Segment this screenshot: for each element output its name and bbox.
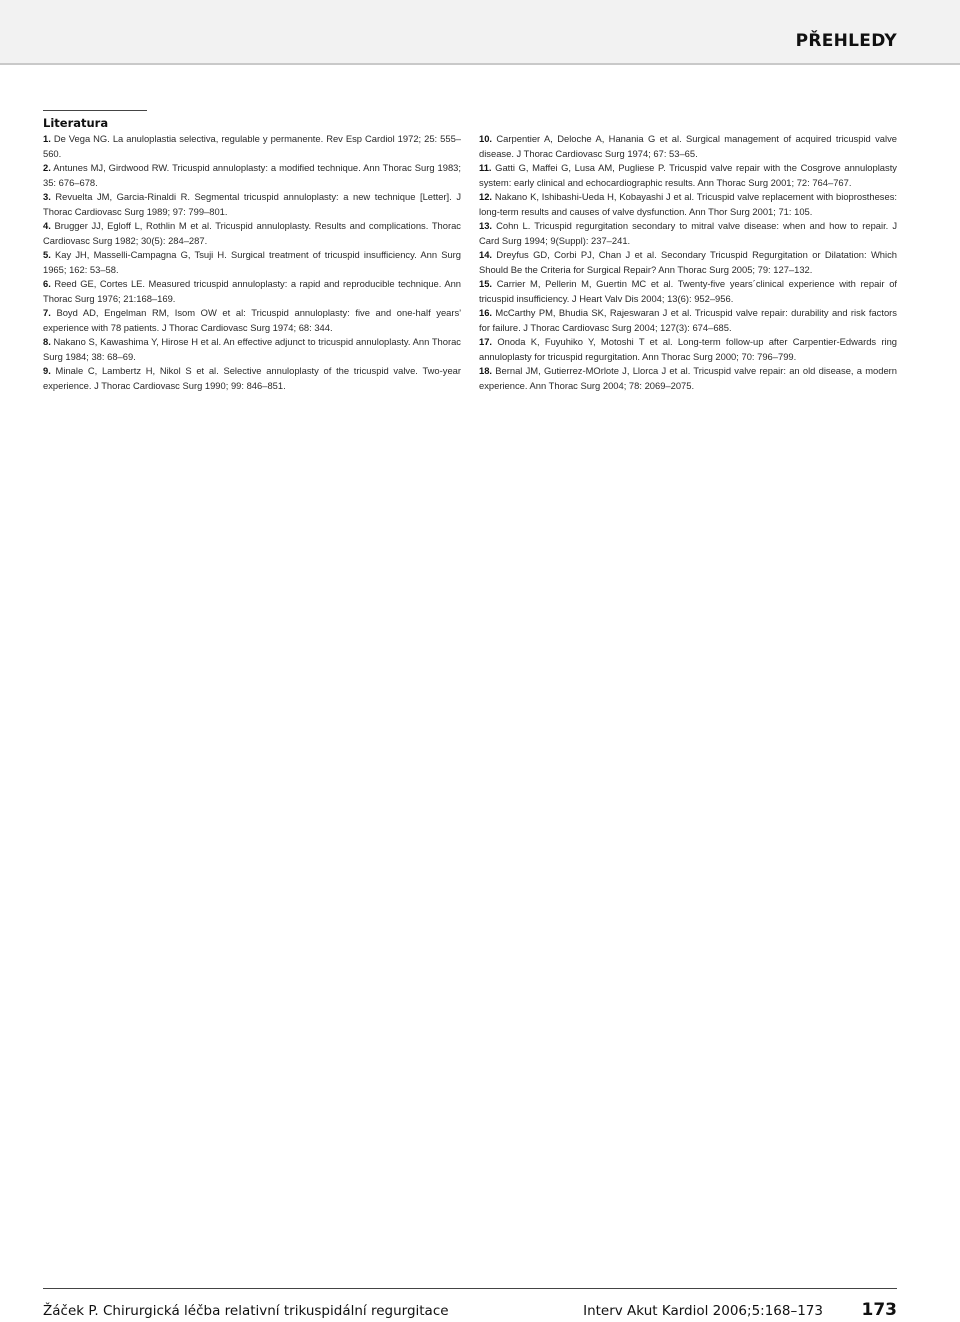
reference-text: Boyd AD, Engelman RM, Isom OW et al: Tricuspid annuloplasty: five and one-half years' experience with 78 patients. J Thorac Cardiovasc Surg 1974; 68: 344. bbox=[43, 307, 461, 333]
reference-number: 7. bbox=[43, 307, 51, 318]
reference-number: 2. bbox=[43, 162, 51, 173]
reference-item bbox=[43, 190, 461, 219]
reference-text: Cohn L. Tricuspid regurgitation secondary to mitral valve disease: when and how to repair. J Card Surg 1994; 9(Suppl): 237–241. bbox=[479, 220, 898, 246]
reference-item bbox=[43, 364, 461, 393]
reference-number: 14. bbox=[479, 249, 493, 260]
reference-item bbox=[43, 306, 461, 335]
section-title: PŘEHLEDY bbox=[795, 31, 897, 51]
reference-text: Kay JH, Masselli-Campagna G, Tsuji H. Surgical treatment of tricuspid insufficiency. Ann Surg 1965; 162: 53–58. bbox=[43, 249, 462, 275]
reference-text: Bernal JM, Gutierrez-MOrlote J, Llorca J et al. Tricuspid valve repair: an old disease, a modern experience. Ann Thorac Surg 2004; 78: 2069–2075. bbox=[479, 365, 897, 391]
reference-text: Dreyfus GD, Corbi PJ, Chan J et al. Secondary Tricuspid Regurgitation or Dilatation: Which Should Be the Criteria for Surgical Repair? Ann Thorac Surg 2005; 79: 127–132. bbox=[479, 249, 898, 275]
reference-item bbox=[43, 132, 461, 161]
reference-number: 18. bbox=[479, 365, 493, 376]
reference-text: Carpentier A, Deloche A, Hanania G et al. Surgical management of acquired tricuspid valve disease. J Thorac Cardiovasc Surg 1974; 67: 53–65. bbox=[479, 133, 897, 159]
reference-text: Nakano S, Kawashima Y, Hirose H et al. An effective adjunct to tricuspid annuloplasty. Ann Thorac Surg 1984; 38: 68–69. bbox=[43, 336, 461, 362]
reference-number: 3. bbox=[43, 191, 51, 202]
reference-text: Brugger JJ, Egloff L, Rothlin M et al. Tricuspid annuloplasty. Results and complications. Thorac Cardiovasc Surg 1982; 30(5): 284–287. bbox=[43, 220, 461, 246]
reference-item bbox=[479, 161, 897, 190]
reference-item bbox=[479, 277, 897, 306]
reference-number: 6. bbox=[43, 278, 51, 289]
reference-number: 8. bbox=[43, 336, 51, 347]
reference-number: 12. bbox=[479, 191, 493, 202]
reference-item bbox=[479, 248, 897, 277]
reference-item bbox=[479, 219, 897, 248]
reference-item bbox=[43, 335, 461, 364]
reference-text: Nakano K, Ishibashi-Ueda H, Kobayashi J et al. Tricuspid valve replacement with bioprostheses: long-term results and causes of valve dysfunction. Ann Thor Surg 2001; 71: 105. bbox=[479, 191, 897, 217]
reference-text: Onoda K, Fuyuhiko Y, Motoshi T et al. Long-term follow-up after Carpentier-Edwards ring annuloplasty for tricuspid regurgitation. Ann Thorac Surg 2000; 70: 796–799. bbox=[479, 336, 897, 362]
reference-number: 9. bbox=[43, 365, 51, 376]
reference-item bbox=[43, 219, 461, 248]
reference-number: 15. bbox=[479, 278, 493, 289]
reference-item bbox=[43, 161, 461, 190]
reference-text: Revuelta JM, Garcia-Rinaldi R. Segmental tricuspid annuloplasty: a new technique [Letter]. J Thorac Cardiovasc Surg 1989; 97: 799–801. bbox=[43, 191, 462, 217]
references-right-column bbox=[479, 132, 897, 393]
reference-item bbox=[43, 277, 461, 306]
reference-number: 13. bbox=[479, 220, 493, 231]
reference-text: Antunes MJ, Girdwood RW. Tricuspid annuloplasty: a modified technique. Ann Thorac Surg 1983; 35: 676–678. bbox=[43, 162, 461, 188]
header-band bbox=[0, 0, 960, 65]
reference-number: 16. bbox=[479, 307, 493, 318]
footer-article-title: Žáček P. Chirurgická léčba relativní trikuspidální regurgitace bbox=[43, 1303, 449, 1319]
footer-rule bbox=[43, 1288, 897, 1289]
reference-text: Reed GE, Cortes LE. Measured tricuspid annuloplasty: a rapid and reproducible technique. Ann Thorac Surg 1976; 21:168–169. bbox=[43, 278, 461, 304]
page-number: 173 bbox=[861, 1300, 897, 1320]
reference-item bbox=[479, 190, 897, 219]
reference-number: 17. bbox=[479, 336, 493, 347]
reference-text: Carrier M, Pellerin M, Guertin MC et al. Twenty-five years´clinical experience with repair of tricuspid insufficiency. J Heart Valv Dis 2004; 13(6): 952–956. bbox=[479, 278, 898, 304]
reference-item bbox=[479, 306, 897, 335]
reference-number: 5. bbox=[43, 249, 51, 260]
literature-heading: Literatura bbox=[43, 116, 109, 130]
reference-item bbox=[479, 335, 897, 364]
reference-text: Gatti G, Maffei G, Lusa AM, Pugliese P. Tricuspid valve repair with the Cosgrove annuloplasty system: early clinical and echocardiographic results. Ann Thorac Surg 2001; 72: 764–767. bbox=[479, 162, 897, 188]
reference-text: Minale C, Lambertz H, Nikol S et al. Selective annuloplasty of the tricuspid valve. Two-year experience. J Thorac Cardiovasc Surg 1990; 99: 846–851. bbox=[43, 365, 461, 391]
reference-item bbox=[43, 248, 461, 277]
reference-item bbox=[479, 132, 897, 161]
reference-text: De Vega NG. La anuloplastia selectiva, regulable y permanente. Rev Esp Cardiol 1972; 25: 555–560. bbox=[43, 133, 462, 159]
reference-item bbox=[479, 364, 897, 393]
heading-rule bbox=[43, 110, 147, 111]
reference-text: McCarthy PM, Bhudia SK, Rajeswaran J et al. Tricuspid valve repair: durability and risk factors for failure. J Thorac Cardiovasc Surg 2004; 127(3): 674–685. bbox=[479, 307, 897, 333]
reference-number: 11. bbox=[479, 162, 492, 173]
reference-number: 4. bbox=[43, 220, 51, 231]
reference-number: 10. bbox=[479, 133, 493, 144]
reference-number: 1. bbox=[43, 133, 51, 144]
references-left-column bbox=[43, 132, 461, 393]
footer-journal-citation: Interv Akut Kardiol 2006;5:168–173 bbox=[583, 1303, 823, 1319]
